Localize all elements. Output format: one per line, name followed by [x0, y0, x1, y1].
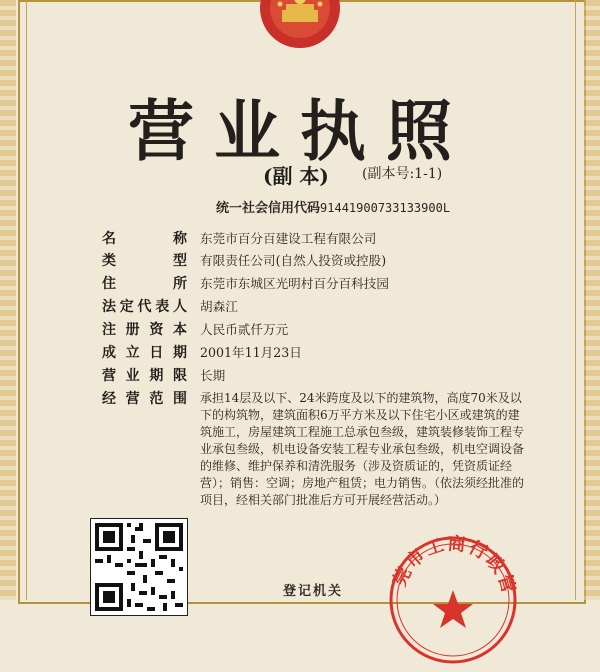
registration-authority-label: 登记机关 — [283, 584, 344, 599]
field-label: 营业期限 — [102, 368, 188, 384]
field-value: 东莞市百分百建设工程有限公司 — [200, 231, 377, 246]
field-label: 注册资本 — [102, 322, 188, 338]
official-seal-stamp — [378, 518, 528, 668]
field-value: 人民币贰仟万元 — [200, 322, 289, 337]
svg-text:莞市工商行政管理 — [378, 518, 520, 597]
field-value: 承担14层及以下、24米跨度及以下的建筑物，高度70米及以下的构筑物，建筑面积6万平方米及以下住宅小区或建筑的建筑施工，房屋建筑工程施工总承包叁级，建筑装修装饰工程专业承包叁级，机电设备安装工程专业承包叁级，机电空调设备的维修、维护保养和清洗服务（涉及资质证的，凭资质证经营）；销售：空调；房地产租赁；电力销售。（依法须经批准的项目，经相关部门批准后方可开展经营活动。） — [200, 391, 525, 507]
field-value: 东莞市东城区光明村百分百科技园 — [200, 276, 389, 291]
copy-number: (副本号:1-1) — [362, 166, 443, 182]
credit-code-row — [216, 197, 450, 216]
copy-label: (副 本) — [263, 164, 329, 188]
field-label: 类型 — [102, 253, 188, 269]
credit-code-label: 统一社会信用代码 — [216, 201, 321, 216]
field-label: 经营范围 — [102, 391, 188, 407]
seal-text: 莞市工商行政管 — [389, 533, 520, 597]
field-label: 住所 — [102, 276, 188, 292]
credit-code-value: 91441900733133900L — [320, 201, 451, 215]
field-label: 名称 — [102, 231, 188, 247]
field-value: 2001年11月23日 — [200, 345, 302, 360]
page-title: 营业执照 — [128, 93, 472, 170]
field-label: 法定代表人 — [102, 299, 188, 315]
field-value: 胡森江 — [200, 299, 238, 314]
field-label: 成立日期 — [102, 345, 188, 361]
field-value: 有限责任公司(自然人投资或控股) — [200, 253, 387, 268]
qr-code — [90, 518, 188, 616]
field-value: 长期 — [200, 368, 226, 383]
national-emblem-icon — [250, 0, 350, 48]
